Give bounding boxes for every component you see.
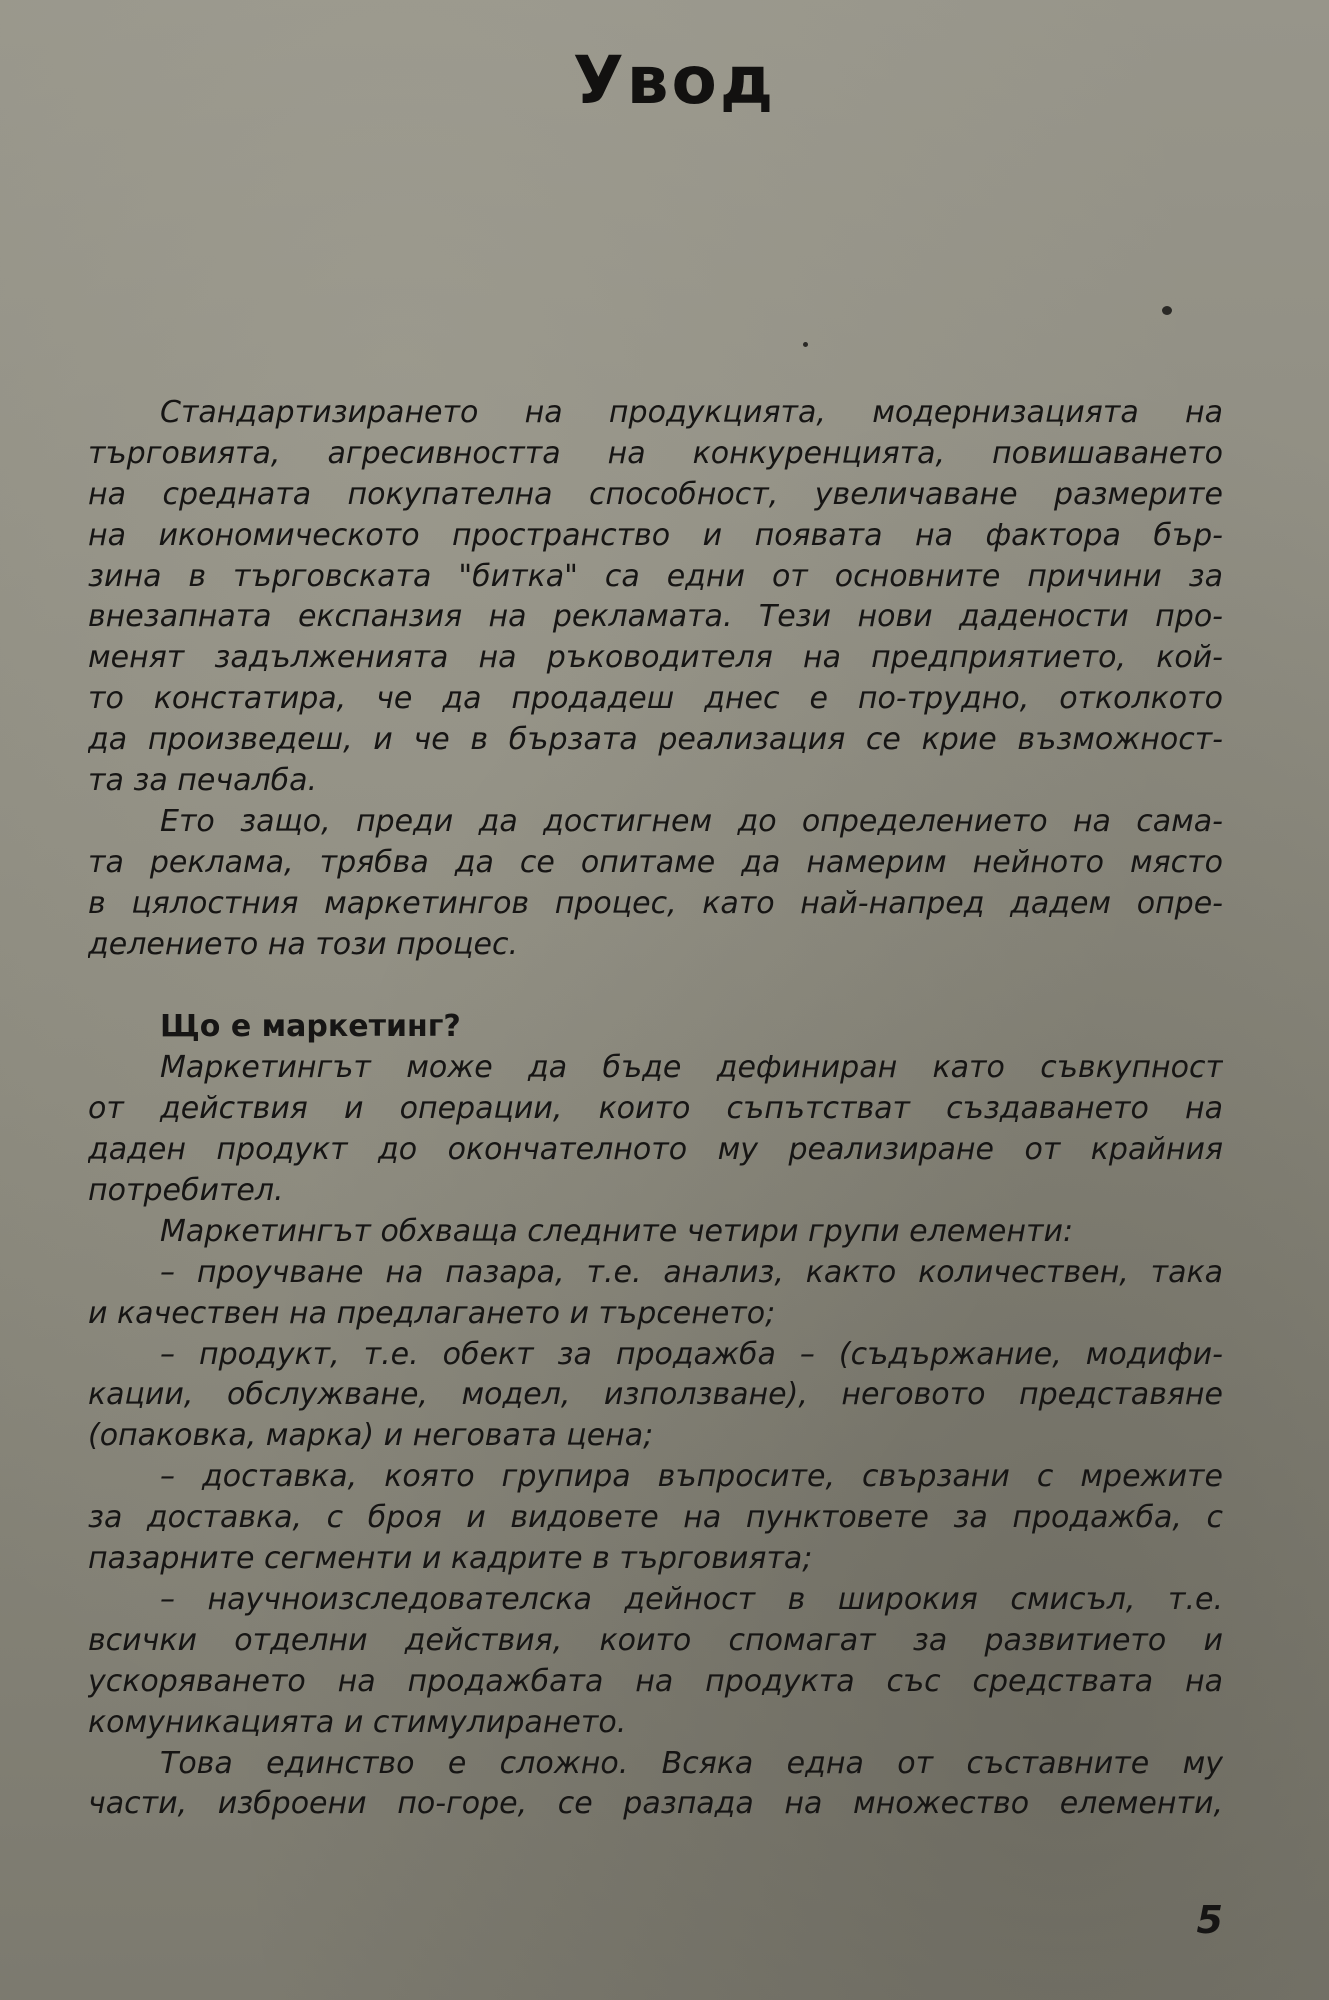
text-line: – проучване на пазара, т.е. анализ, както количествен, така xyxy=(160,1254,1223,1290)
text-line: даден продукт до окончателното му реализиране от крайния xyxy=(88,1132,1223,1168)
text-line: пазарните сегменти и кадрите в търговията; xyxy=(88,1541,813,1577)
text-line: то констатира, че да продадеш днес е по-трудно, отколкото xyxy=(88,681,1223,717)
text-line: ускоряването на продажбата на продукта със средствата на xyxy=(88,1663,1223,1699)
text-line: – продукт, т.е. обект за продажба – (съдържание, модифи- xyxy=(160,1336,1223,1372)
text-line: та реклама, трябва да се опитаме да намерим нейното място xyxy=(88,844,1223,880)
text-line: да произведеш, и че в бързата реализация се крие възможност- xyxy=(88,722,1223,758)
text-line: (опаковка, марка) и неговата цена; xyxy=(88,1418,654,1454)
text-line: – научноизследователска дейност в широкия смисъл, т.е. xyxy=(160,1581,1223,1617)
text-line: Маркетингът може да бъде дефиниран като съвкупност xyxy=(160,1050,1223,1086)
text-line: Маркетингът обхваща следните четири групи елементи: xyxy=(160,1213,1074,1249)
paragraph-gap xyxy=(88,965,1223,1007)
section-heading: Що е маркетинг? xyxy=(160,1009,461,1045)
text-line: зина в търговската "битка" са едни от основните причини за xyxy=(88,558,1223,594)
text-line: търговията, агресивността на конкуренцията, повишаването xyxy=(88,435,1223,471)
text-line: Стандартизирането на продукцията, модернизацията на xyxy=(160,395,1223,430)
text-line: кации, обслужване, модел, използване), неговото представяне xyxy=(88,1377,1223,1413)
text-line: – доставка, която групира въпросите, свързани с мрежите xyxy=(160,1459,1223,1495)
text-line: Ето защо, преди да достигнем до определението на сама- xyxy=(160,803,1223,839)
text-line: внезапната експанзия на рекламата. Тези нови дадености про- xyxy=(88,599,1223,635)
text-line: и качествен на предлагането и търсенето; xyxy=(88,1295,776,1331)
page-title: Увод xyxy=(572,42,777,119)
page-number: 5 xyxy=(1196,1898,1223,1942)
text-line: за доставка, с броя и видовете на пунктовете за продажба, с xyxy=(88,1500,1223,1536)
text-line: на средната покупателна способност, увеличаване размерите xyxy=(88,476,1223,512)
text-line: от действия и операции, които съпътстват създаването на xyxy=(88,1091,1223,1127)
text-line: та за печалба. xyxy=(88,763,318,799)
text-line: части, изброени по-горе, се разпада на множество елементи, xyxy=(88,1786,1223,1822)
text-line: потребител. xyxy=(88,1173,284,1209)
text-line: на икономическото пространство и появата на фактора бър- xyxy=(88,517,1223,553)
text-line: всички отделни действия, които спомагат за развитието и xyxy=(88,1622,1223,1658)
text-line: менят задълженията на ръководителя на предприятието, кой- xyxy=(88,640,1223,676)
text-line: комуникацията и стимулирането. xyxy=(88,1704,627,1740)
text-line: делението на този процес. xyxy=(88,926,519,962)
ink-spot xyxy=(1162,306,1172,315)
body-text xyxy=(88,393,1223,1825)
text-line: в цялостния маркетингов процес, като най-напред дадем опре- xyxy=(88,885,1223,921)
text-line: Това единство е сложно. Всяка една от съставните му xyxy=(160,1745,1223,1781)
ink-speck xyxy=(803,342,808,347)
